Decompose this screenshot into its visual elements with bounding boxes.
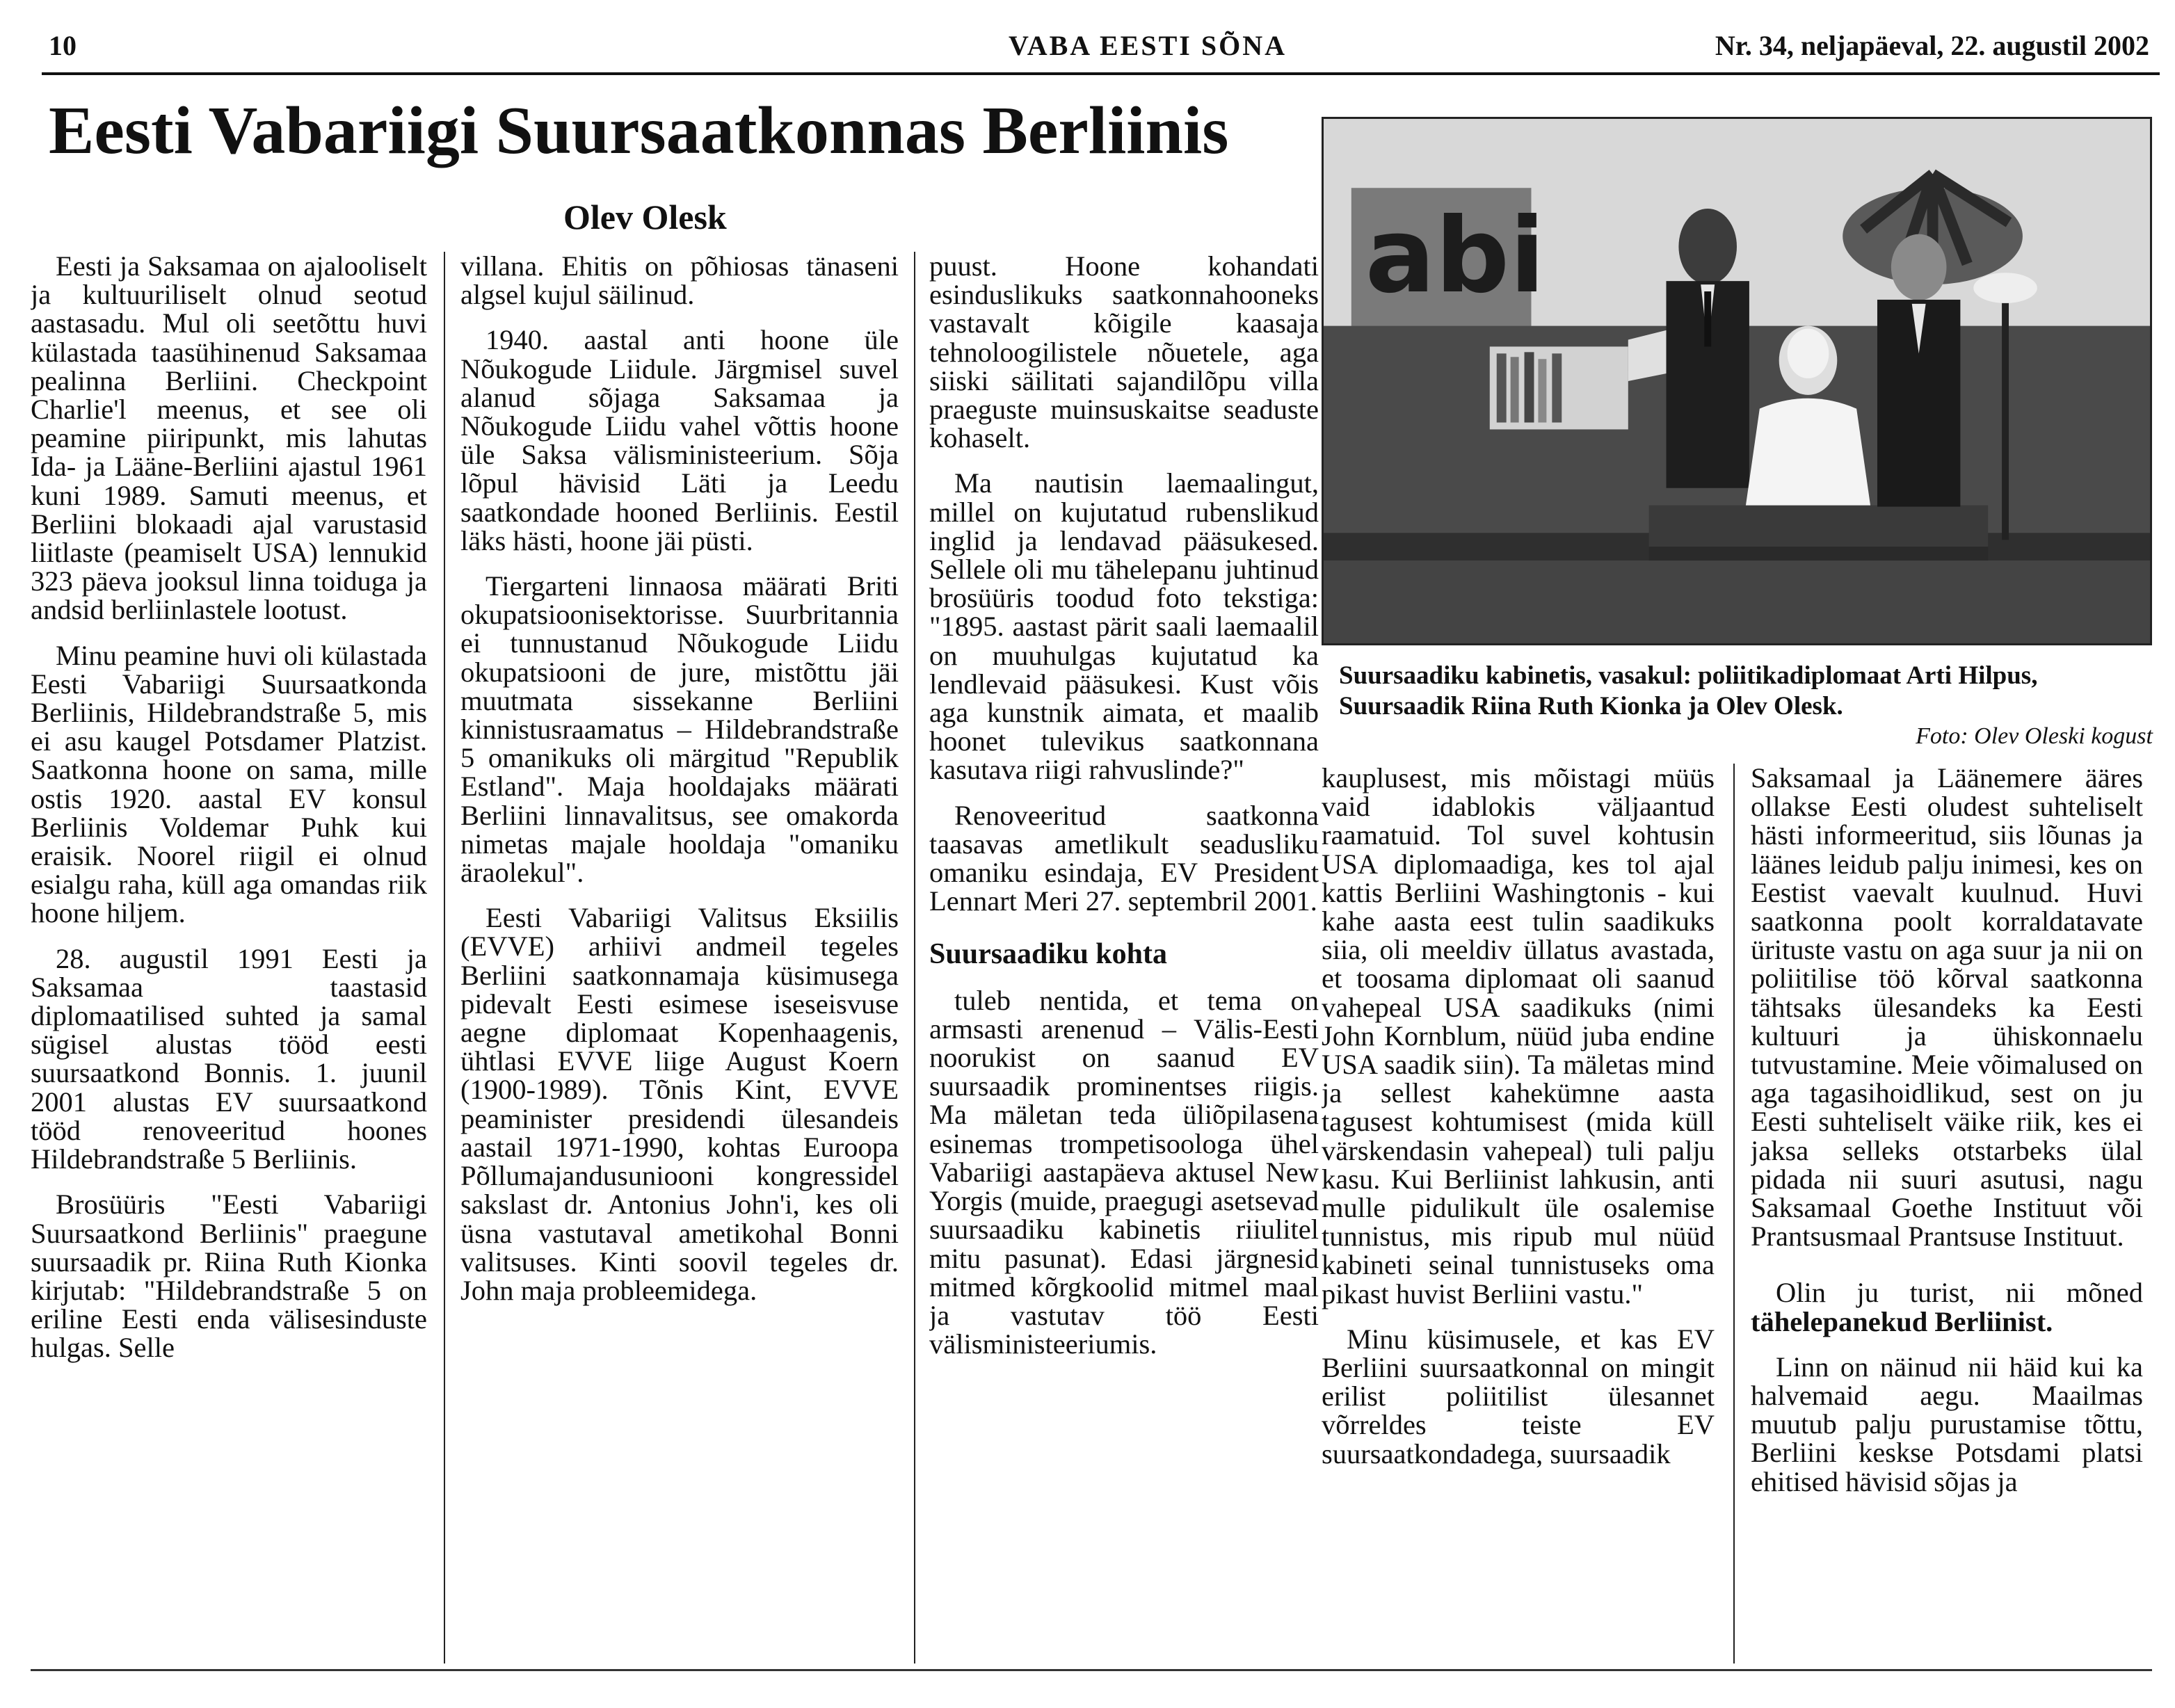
paragraph: Eesti ja Saksamaa on ajalooliselt ja kultuuriliselt olnud seotud aastasadu. Mul oli seetõttu huvi külastada taasühinenud Saksamaa pealinna Berliini. Checkpoint Charlie'l meenus, et see oli peamine piiripunkt, mis lahutas Ida- ja Lääne-Berliini ajastul 1961 kuni 1989. Samuti meenus, et Berliini blokaadi ajal varustasid liitlaste (peamiselt USA) lennukid 323 päeva jooksul linna toiduga ja andsid berliinlastele lootust. xyxy=(31,252,427,626)
lead-text: Olin ju turist, nii mõned xyxy=(1776,1277,2143,1309)
paragraph: Ma nautisin laemaalingut, millel on kujutatud rubenslikud inglid ja lendavad pääsukesed. Sellele oli mu tähelepanu juhtinud brosüüris toodud foto tekstiga: "1895. aastast pärit saali laemaalil on muuhulgas kujutatud ka lendlevaid pääsukesi. Kust võis aga kunstnik aimata, et maalib hoonet tulevikus saatkonnana kasutava riigi rahvuslinde?" xyxy=(929,467,1319,786)
paragraph: puust. Hoone kohandati esinduslikuks saatkonnahooneks vastavalt kõigile kaasaja tehnoloogilistele nõuetele, aga siiski säilitati sajandilõpu villa praeguste muinsuskaitse seaduste kohaselt. xyxy=(929,252,1319,454)
office-photo-illustration xyxy=(1324,119,2150,643)
article-byline: Olev Olesk xyxy=(563,198,727,236)
bottom-rule xyxy=(31,1669,2152,1671)
section-subhead: Suursaadiku kohta xyxy=(929,938,1168,971)
paragraph-lead xyxy=(1751,1278,2143,1335)
lead-bold-text: tähelepanekud Berliinist. xyxy=(1751,1305,2053,1337)
paragraph: Minu peamine huvi oli külastada Eesti Vabariigi Suursaatkonda Berliinis, Hildebrandstraße 5, mis ei asu kaugel Potsdamer Platzist. Saatkonna hoone on sama, mille ostis 1920. aastal EV konsul Berliinis Voldemar Puhk kui eraisik. Noorel riigil ei olnud esialgu raha, küll aga omandas riik hoone hiljem. xyxy=(31,639,427,929)
column-rule xyxy=(914,252,915,1663)
photo-credit: Foto: Olev Oleski kogust xyxy=(1916,723,2153,749)
photo-caption xyxy=(1339,661,2160,722)
text-column-4 xyxy=(1322,764,1715,1665)
text-column-5 xyxy=(1751,764,2143,1665)
svg-text:abi: abi xyxy=(1365,196,1546,316)
paragraph: kauplusest, mis mõistagi müüs vaid idablokis väljaantud raamatuid. Tol suvel kohtusin USA diplomaadiga, kes tol ajal kattis Berliini Washingtonis - kui kahe aasta eest tulin saadikuks siia, oli meeldiv üllatus avastada, et toosama diplomaat oli saanud vahepeal USA saadikuks (nimi John Kornblum, nüüd juba endine USA saadik siin). Ta mäletas mind ja sellest kahekümne aasta tagusest kohtumisest (mida küll värskendasin vahepeal) tuli palju kasu. Kui Berliinist lahkusin, anti mulle pidulikult üle osalemise tunnistus, mis ripub mul nüüd kabineti seinal tunnistuseks oma pikast huvist Berliini vastu." xyxy=(1322,764,1715,1310)
header-rule xyxy=(42,72,2160,75)
paragraph: Saksamaal ja Läänemere ääres ollakse Eesti oludest suhteliselt hästi informeeritud, siis lõunas ja läänes leidub palju inimesi, kes on Eestist vaevalt kuulnud. Huvi saatkonna poolt korraldatavate ürituste vastu on aga suur ja nii on poliitilise töö kõrval saatkonna tähtsaks ülesandeks ka Eesti kultuuri ja ühiskonnaelu tutvustamine. Meie võimalused on aga tagasihoidlikud, sest on ju Eesti suhteliselt väike riik, kes ei jaksa selleks otstarbeks ülal pidada nii suuri asutusi, nagu Saksamaal Goethe Instituut või Prantsusmaal Prantsuse Instituut. xyxy=(1751,764,2143,1252)
page-number: 10 xyxy=(49,30,77,61)
text-column-3 xyxy=(929,252,1319,1665)
running-header xyxy=(49,29,2149,71)
paragraph: Eesti Vabariigi Valitsus Eksiilis (EVVE) arhiivi andmeil tegeles Berliini saatkonnamaja küsimusega pidevalt Eesti esimese iseseisvuse aegne diplomaat Kopenhaagenis, ühtlasi EVVE liige August Koern (1900-1989). Tõnis Kint, EVVE peaminister presidendi ülesandeis aastail 1971-1990, kohtas Euroopa Põllumajandusuniooni kongressidel sakslast dr. Antonius John'i, kes oli üsna vastutaval ametikohal Bonni valitsuses. Kinti soovil tegeles dr. John maja probleemidega. xyxy=(460,902,899,1306)
paper-name: VABA EESTI SÕNA xyxy=(1009,30,1287,61)
column-rule xyxy=(444,252,445,1663)
article-photo xyxy=(1322,117,2152,645)
paragraph: Renoveeritud saatkonna taasavas ametlikult seadusliku omaniku esindaja, EV President Lennart Meri 27. septembril 2001. xyxy=(929,799,1319,917)
text-column-2 xyxy=(460,252,899,1665)
paragraph: Linn on näinud nii häid kui ka halvemaid aegu. Maailmas muutub palju purustamise tõttu, Berliini keskse Potsdami platsi ehitised hävisid sõjas ja xyxy=(1751,1351,2143,1497)
article-headline: Eesti Vabariigi Suursaatkonnas Berliinis xyxy=(49,93,1229,168)
paragraph: Tiergarteni linnaosa määrati Briti okupatsioonisektorisse. Suurbritannia ei tunnustanud Nõukogude Liidu okupatsiooni de jure, mistõttu jäi muutmata sissekanne Berliini kinnistusraamatus – Hildebrandstraße 5 omanikuks oli märgitud "Republik Estland". Maja hooldajaks määrati Berliini linnavalitsus, see omakorda nimetas majale hooldaja "omaniku äraolekul". xyxy=(460,570,899,889)
paragraph: 28. augustil 1991 Eesti ja Saksamaa taastasid diplomaatilised suhted ja samal sügisel alustas tööd eesti suursaatkond Bonnis. 1. juunil 2001 alustas EV suursaatkond tööd renoveeritud hoones Hildebrandstraße 5 Berliinis. xyxy=(31,942,427,1175)
paragraph: villana. Ehitis on põhiosas tänaseni algsel kujul säilinud. xyxy=(460,252,899,311)
column-rule xyxy=(1733,764,1735,1663)
text-column-1 xyxy=(31,252,427,1665)
caption-text: Suursaadiku kabinetis, vasakul: poliitikadiplomaat Arti Hilpus, Suursaadik Riina Ruth Kionka ja Olev Olesk. xyxy=(1339,661,2038,720)
paragraph: 1940. aastal anti hoone üle Nõukogude Liidule. Järgmisel suvel alanud sõjaga Saksamaa ja Nõukogude Liidu vahel võttis hoone üle Saksa välisministeerium. Sõja lõpul hävisid Läti ja Leedu saatkondade hooned Berliinis. Eestil läks hästi, hoone jäi püsti. xyxy=(460,324,899,556)
paragraph: tuleb nentida, et tema on armsasti arenenud – Välis-Eesti noorukist on saanud EV suursaadik prominentses riigis. Ma mäletan teda üliõpilasena esinemas trompetisoologa ühel Vabariigi aastapäeva aktusel New Yorgis (muide, praegugi asetsevad suursaadiku kabinetis riiulitel mitu pasunat). Edasi järgnesid mitmed kõrgkoolid mitmel maal ja vastutav töö Eesti välisministeeriumis. xyxy=(929,984,1319,1360)
paragraph: Minu küsimusele, et kas EV Berliini suursaatkonnal on mingit erilist poliitilist ülesannet võrreldes teiste EV suursaatkondadega, suursaadik xyxy=(1322,1323,1715,1469)
issue-date: Nr. 34, neljapäeval, 22. augustil 2002 xyxy=(1715,30,2149,61)
paragraph: Brosüüris "Eesti Vabariigi Suursaatkond Berliinis" praegune suursaadik pr. Riina Ruth Kionka kirjutab: "Hildebrandstraße 5 on eriline Eesti enda välisesinduste hulgas. Selle xyxy=(31,1189,427,1364)
